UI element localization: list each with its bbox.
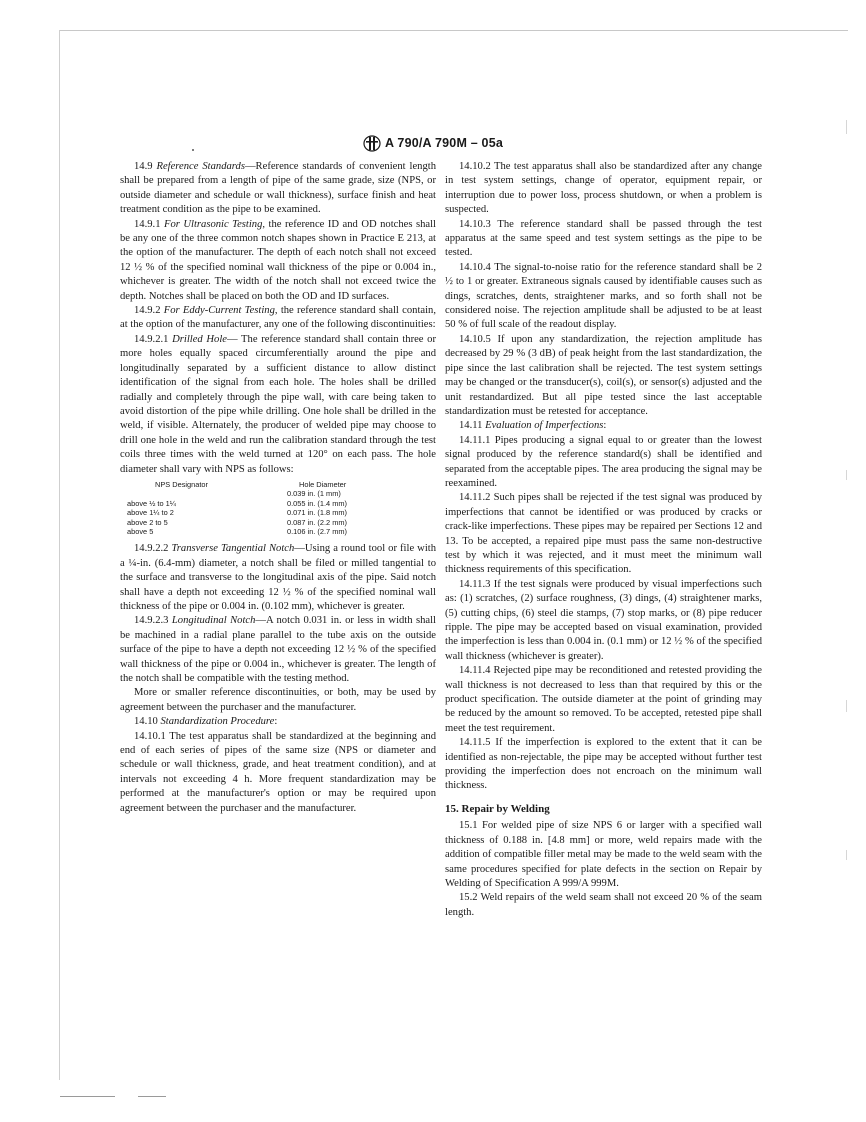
scan-edge-left [59,30,60,1080]
standard-designation: A 790/A 790M – 05a [384,135,504,150]
paragraph [445,419,762,433]
paragraph [445,434,762,492]
paragraph-text: If upon any standardization, the rejection amplitude has decreased by 29 % (3 dB) of peak height from the last standardization, the pipe since the last calibration shall be rejected. The test system settings may be changed or the transducer(s), coil(s), or sensor(s) adjusted and the unit restandardized. But all pipe tested since the last acceptable standardization must be retested for acceptance. [445,333,762,417]
paragraph-number: 14.10.2 [459,161,495,172]
paragraph-text: If the imperfection is explored to the extent that it can be identified as non-rejectable, the pipe may be accepted without further test providing the imperfection does not encroach on the minimum wall thickness. [445,737,762,792]
paragraph [445,491,762,577]
paragraph-number: 14.9.1 [134,218,164,230]
table-row [127,527,427,536]
paragraph [120,218,436,304]
paragraph-text: : [274,716,278,728]
table-header: NPS Designator [155,479,208,489]
scan-edge-top [60,30,848,31]
paragraph-number: 14.10.4 [459,261,495,273]
nps-designator-cell: above 5 [127,526,154,536]
paragraph-number: 14.10 [134,716,161,728]
paragraph-text: The test apparatus shall be standardized at the beginning and end of each series of pipes of the same size (NPS or diameter and schedule or wall thickness, grade, and heat treatment condition), and at intervals not exceeding 4 h. More frequent standardization may be performed at the manufacturer's option or may be required upon agreement between the purchaser and the manufacturer. [120,730,436,814]
paragraph: 15.1 For welded pipe of size NPS 6 or larger with a specified wall thickness of 0.188 in. [4.8 mm] or more, weld repairs made with the addition of compatible filler metal may be made to the weld seam with the same procedures specified for plate defects in the section on Repair by Welding of Specification A 999/A 999M. [445,820,762,889]
table-row [127,518,427,527]
paragraph-text: , the reference standard shall contain, at the option of the manufacturer, any one of the following discontinuities: [120,305,436,331]
scan-mark [60,1096,115,1097]
paragraph [120,686,436,715]
astm-logo-icon [363,135,381,152]
table-row [127,499,427,508]
paragraph-text: The reference standard shall be passed through the test apparatus at the same speed and test system settings as the pipe to be tested. [445,218,763,259]
paragraph [120,715,436,729]
paragraph [445,160,762,218]
page-header [0,135,866,152]
paragraph-number: 14.11.2 [459,492,494,504]
paragraph-text: —Using a round tool or file with a ¼-in. (6.4-mm) diameter, a notch shall be filed or milled tangential to the surface and transverse to the longitudinal axis of the pipe. Said notch shall have a depth not exceeding 12 ½ % of the specified nominal wall thickness of the pipe or 0.004 in. (0.102 mm), whichever is greater. [120,543,437,612]
paragraph-text: — The reference standard shall contain three or more holes equally spaced circumferentially around the pipe and longitudinally separated by a sufficient distance to allow distinct identification of the signal from each hole. The holes shall be drilled radially and completely through the pipe wall, with care being taken to avoid distortion of the pipe while drilling. One hole shall be drilled in the weld, if visible. Alternately, the producer of welded pipe may choose to drill one hole in the weld and run the calibration standard through the test coils three times with the weld turned at 120° on each pass. The hole diameter shall vary with NPS as follows: [120,333,437,475]
nps-designator-cell: above 1¼ to 2 [127,508,174,518]
paragraph-number: 14.11.3 [459,578,494,590]
hole-diameter-cell: 0.106 in. (2.7 mm) [287,526,347,536]
paragraph [120,542,436,614]
paragraph-text: —A notch 0.031 in. or less in width shall be machined in a radial plane parallel to the tube axis on the outside surface of the pipe to have a depth not exceeding 12 ½ % of the specified wall thickness of the pipe or 0.004 in., whichever is greater. The length of the notch shall be compatible with the testing method. [120,615,437,685]
hole-diameter-cell: 0.087 in. (2.2 mm) [287,517,347,527]
table-header: Hole Diameter [299,479,347,489]
hole-diameter-cell: 0.071 in. (1.8 mm) [287,508,347,518]
paragraph-number: 14.11 [459,420,486,432]
paragraph-text: More or smaller reference discontinuities, or both, may be used by agreement between the purchaser and the manufacturer. [120,687,436,713]
paragraph-caption: Evaluation of Imperfections [485,420,604,432]
scan-mark [846,700,847,712]
left-column [120,160,436,816]
paragraph-caption: For Ultrasonic Testing [163,218,263,230]
paragraph [445,664,762,736]
paragraph-number: 14.11.5 [459,737,496,749]
scan-dot [192,149,194,151]
paragraph [120,333,436,477]
paragraph-text: Such pipes shall be rejected if the test signal was produced by imperfections that cannot be identified or was produced by cracks or crack-like imperfections. These pipes may be repaired per Sections 12 and 13. To be accepted, a repaired pipe must pass the same non-destructive test by which it was rejected, and it must meet the minimum wall thickness requirements of this specification. [445,492,762,576]
table-row [127,489,427,498]
scan-mark [846,850,847,860]
scan-mark [846,470,847,480]
paragraph-caption: For Eddy-Current Testing [163,305,275,317]
paragraph-text: Rejected pipe may be reconditioned and retested providing the wall thickness is not decreased to less than that required by this or the product specification. The outside diameter at the point of grinding may be reduced by the amount so removed. To be accepted, retested pipe shall meet the test requirement. [445,665,762,734]
paragraph-caption: Longitudinal Notch [171,615,256,627]
table-row [127,508,427,517]
paragraph-text: Pipes producing a signal equal to or greater than the lowest signal produced by the reference standard(s) shall be identified and separated from the acceptable pipes. The area producing the signal may be reexamined. [445,434,762,489]
paragraph-number: 14.9.2.2 [134,543,172,555]
paragraph-number: 14.9.2 [134,305,164,317]
paragraph-number: 14.9.2.3 [134,615,172,627]
paragraph: 15.2 Weld repairs of the weld seam shall not exceed 20 % of the seam length. [445,892,762,918]
paragraph-caption: Reference Standards [156,161,245,172]
paragraph-caption: Standardization Procedure [160,716,275,728]
paragraph-text: The signal-to-noise ratio for the reference standard shall be 2 ½ to 1 or greater. Extraneous signals caused by identifiable causes such as dings, scratches, dents, straightener marks, and so forth shall not be considered noise. The rejection amplitude shall be adjusted to be at least 50 % of full scale of the readout display. [445,261,762,331]
paragraph [120,160,436,218]
nps-designator-cell: above ½ to 1¼ [127,498,176,508]
hole-diameter-cell: 0.039 in. (1 mm) [287,489,341,499]
paragraph [120,730,436,816]
paragraph-text: : [603,420,607,432]
paragraph [120,614,436,686]
paragraph-text: If the test signals were produced by visual imperfections such as: (1) scratches, (2) surface roughness, (3) dings, (4) straightener marks, (5) cutting chips, (6) steel die stamps, (7) stop marks, or (8) pipe reducer ripple. The pipe may be accepted based on visual examination, provided the imperfection is less than 0.004 in. (0.1 mm) or 12 ½ % of the specified wall thickness (whichever is greater). [445,578,762,662]
paragraph [445,736,762,794]
paragraph-text: , the reference ID and OD notches shall be any one of the three common notch shapes shown in Practice E 213, at the option of the manufacturer. The depth of each notch shall not exceed 12 ½ % of the specified nominal wall thickness of the pipe or 0.004 in., whichever is greater. The width of the notch shall not exceed twice the depth. Notches shall be placed on both the OD and ID surfaces. [120,218,436,302]
right-column [445,160,762,920]
paragraph-number: 14.10.5 [459,333,498,345]
nps-designator-cell: above 2 to 5 [127,517,168,527]
paragraph-number: 14.11.1 [459,434,495,446]
paragraph-caption: Transverse Tangential Notch [171,543,295,555]
paragraph-text: —Reference standards of convenient length shall be prepared from a length of pipe of the same grade, size (NPS, or outside diameter and schedule or wall thickness), surface finish and heat treatment condition as the pipe to be examined. [120,161,436,216]
paragraph-text: The test apparatus shall also be standardized after any change in test system settings, change of operator, equipment repair, or interruption due to power loss, process shutdown, or when a problem is suspected. [445,161,762,216]
scan-mark [846,120,847,134]
scan-mark [138,1096,166,1097]
paragraph-caption: Drilled Hole [172,333,227,345]
nps-hole-diameter-table [127,480,427,536]
nps-designator-cell [127,489,287,498]
paragraph [445,261,762,333]
paragraph-number: 14.11.4 [459,665,494,677]
paragraph [445,218,762,261]
paragraph-number: 14.10.1 [134,730,170,742]
paragraph-number: 14.9.2.1 [134,333,173,345]
paragraph-number: 14.10.3 [459,218,498,230]
hole-diameter-cell: 0.055 in. (1.4 mm) [287,498,347,508]
paragraph-number: 14.9 [134,161,157,172]
paragraph [445,578,762,664]
paragraph [445,333,762,419]
section-heading: 15. Repair by Welding [445,802,550,815]
paragraph [120,304,436,333]
